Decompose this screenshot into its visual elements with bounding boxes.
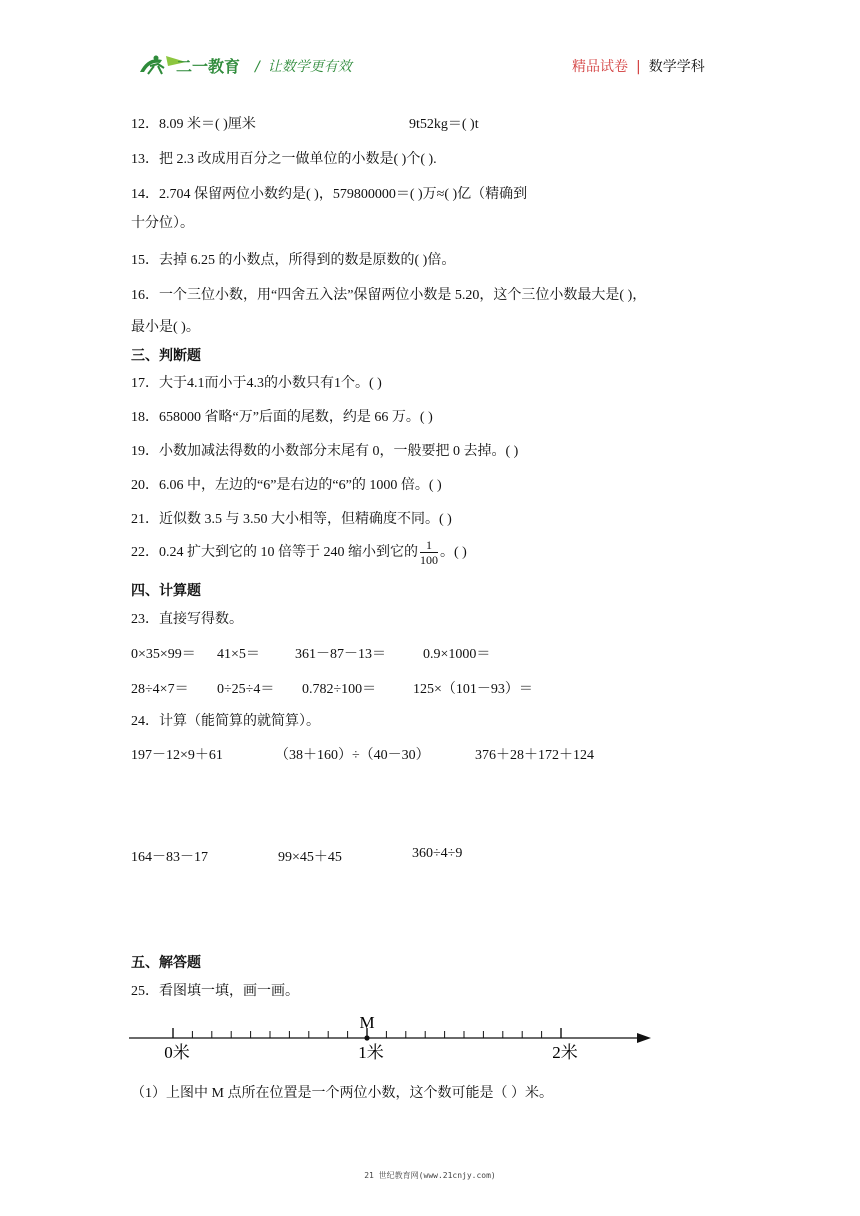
brand-name: 二一教育 xyxy=(176,57,241,76)
question-25: 25．看图填一填，画一画。 xyxy=(131,984,299,999)
question-12a: 12．8.09 米＝( )厘米 xyxy=(131,117,256,132)
question-22-suffix: 。( ) xyxy=(440,545,467,560)
axis-label-0: 0米 xyxy=(164,1043,190,1062)
question-25-1: （1）上图中 M 点所在位置是一个两位小数，这个数可能是（ ）米。 xyxy=(131,1086,553,1101)
question-18: 18．658000 省略“万”后面的尾数，约是 66 万。( ) xyxy=(131,410,433,425)
mental-math-item: 0.782÷100＝ xyxy=(302,682,377,697)
mental-math-item: 125×（101－93）＝ xyxy=(413,682,533,697)
question-16a: 16．一个三位小数，用“四舍五入法”保留两位小数是 5.20，这个三位小数最大是( )， xyxy=(131,288,647,303)
question-21: 21．近似数 3.5 与 3.50 大小相等，但精确度不同。( ) xyxy=(131,512,452,527)
fraction-one-hundredth xyxy=(420,538,438,567)
axis-label-1: 1米 xyxy=(358,1043,384,1062)
question-17: 17．大于4.1而小于4.3的小数只有1个。( ) xyxy=(131,376,382,391)
calc-item: （38＋160）÷（40－30） xyxy=(275,748,430,763)
fraction-denominator: 100 xyxy=(420,553,438,568)
arrow-right-icon xyxy=(637,1033,651,1043)
mental-math-item: 0×35×99＝ xyxy=(131,647,196,662)
mental-math-item: 361－87－13＝ xyxy=(295,647,386,662)
calc-item: 164－83－17 xyxy=(131,850,208,865)
point-m-marker xyxy=(364,1035,369,1040)
question-14b: 十分位）。 xyxy=(131,216,194,231)
question-23: 23．直接写得数。 xyxy=(131,612,243,627)
fraction-numerator: 1 xyxy=(426,538,432,553)
calc-item: 99×45＋45 xyxy=(278,850,342,865)
mental-math-item: 0÷25÷4＝ xyxy=(217,682,275,697)
axis-label-2: 2米 xyxy=(552,1043,578,1062)
number-line xyxy=(125,1010,665,1070)
tag-subject: 数学学科 xyxy=(648,59,705,75)
question-19: 19．小数加减法得数的小数部分末尾有 0，一般要把 0 去掉。( ) xyxy=(131,444,519,459)
tag-premium: 精品试卷 xyxy=(572,59,628,75)
question-20: 20．6.06 中，左边的“6”是右边的“6”的 1000 倍。( ) xyxy=(131,478,442,493)
section-title-judgement: 三、判断题 xyxy=(131,347,201,363)
section-title-solutions: 五、解答题 xyxy=(131,954,201,970)
question-13: 13．把 2.3 改成用百分之一做单位的小数是( )个( ). xyxy=(131,152,437,167)
calc-item: 197－12×9＋61 xyxy=(131,748,223,763)
calc-item: 360÷4÷9 xyxy=(412,846,463,861)
mental-math-item: 41×5＝ xyxy=(217,647,260,662)
question-22 xyxy=(131,538,467,568)
question-16b: 最小是( )。 xyxy=(131,320,200,335)
footer-source: 21 世纪教育网(www.21cnjy.com) xyxy=(364,1171,496,1180)
header-slogan xyxy=(255,56,352,76)
tag-divider: | xyxy=(636,59,641,75)
calc-item: 376＋28＋172＋124 xyxy=(475,748,594,763)
mental-math-item: 28÷4×7＝ xyxy=(131,682,189,697)
header-tags xyxy=(572,56,705,76)
section-title-calculation: 四、计算题 xyxy=(131,582,201,598)
question-15: 15．去掉 6.25 的小数点，所得到的数是原数的( )倍。 xyxy=(131,253,456,268)
slogan-text: 让数学更有效 xyxy=(267,59,352,75)
question-12b: 9t52kg＝( )t xyxy=(409,117,479,132)
question-22-prefix: 22．0.24 扩大到它的 10 倍等于 240 缩小到它的 xyxy=(131,545,418,560)
question-24: 24．计算（能简算的就简算）。 xyxy=(131,714,320,729)
question-14a: 14．2.704 保留两位小数约是( )，579800000＝( )万≈( )亿（精确到 xyxy=(131,187,528,202)
mental-math-item: 0.9×1000＝ xyxy=(423,647,491,662)
point-m-label: M xyxy=(359,1013,375,1032)
slogan-slash: / xyxy=(255,59,260,75)
